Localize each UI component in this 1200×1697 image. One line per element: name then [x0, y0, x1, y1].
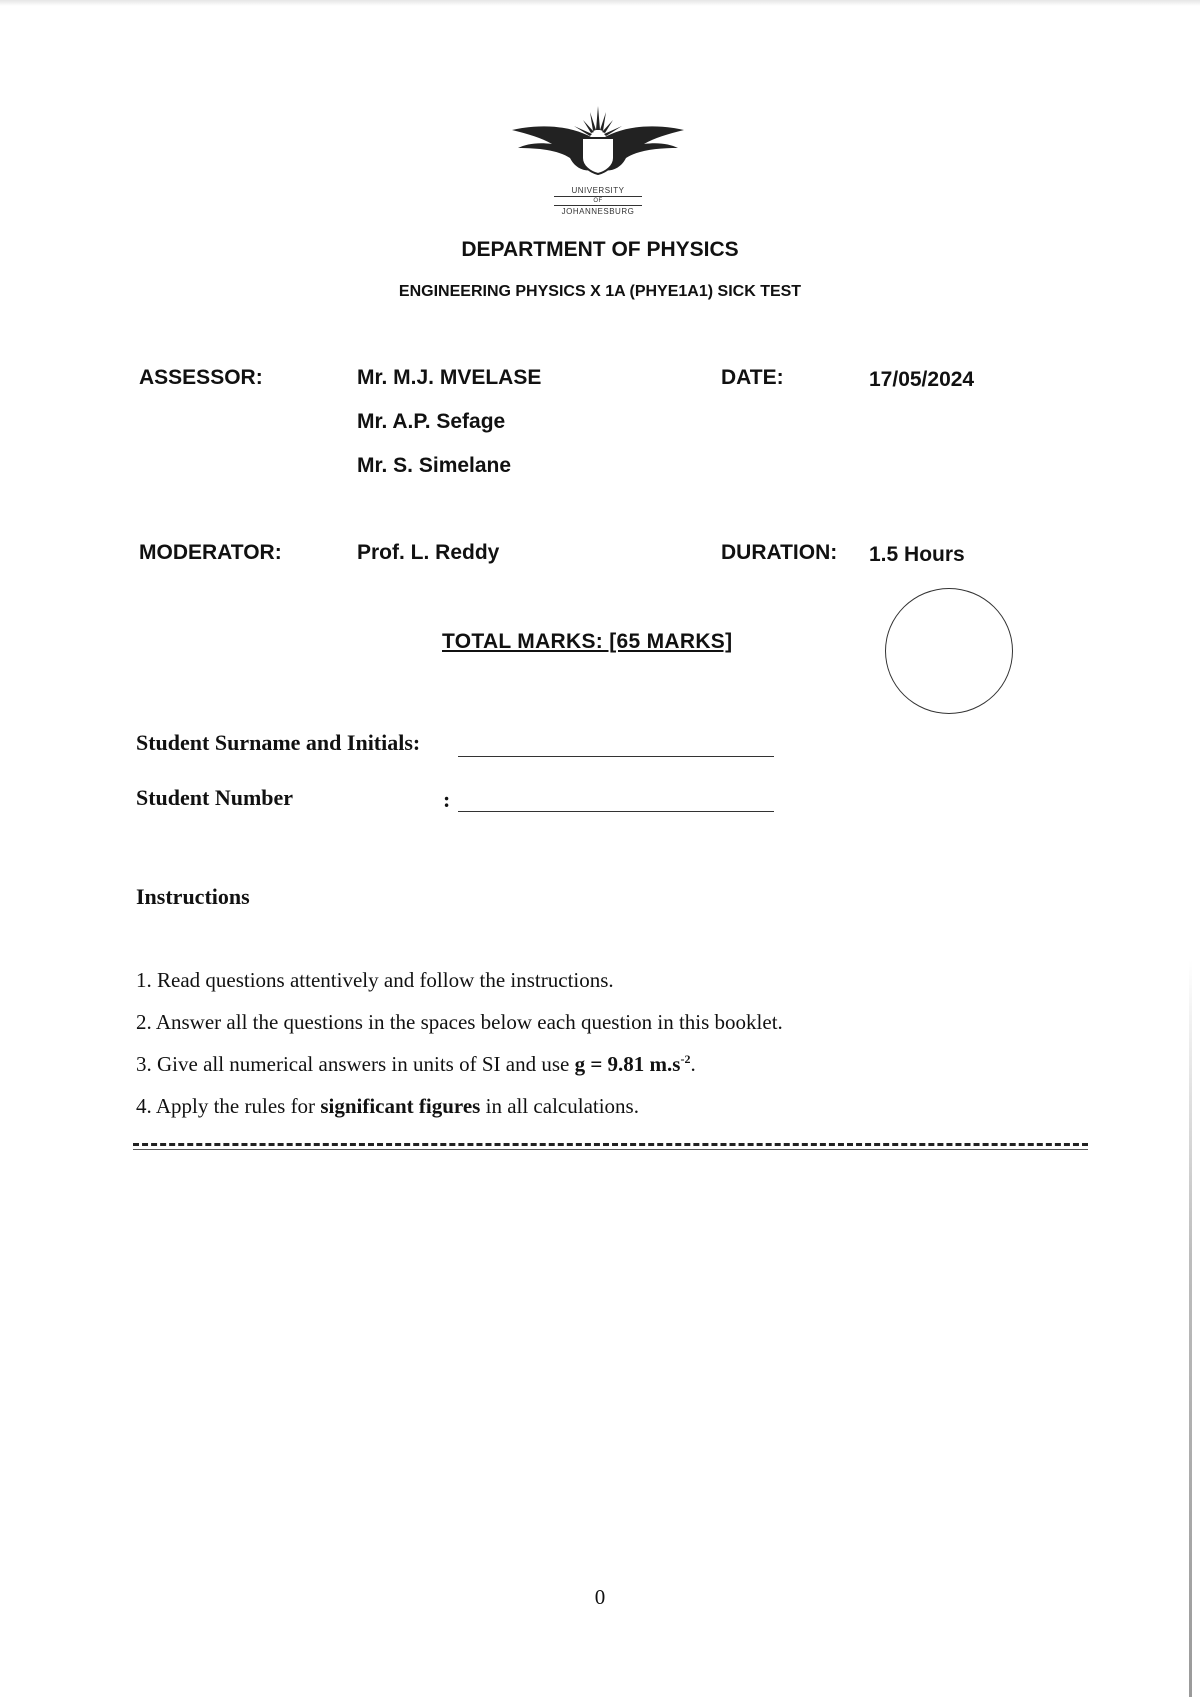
instruction-text: .: [690, 1052, 696, 1076]
student-surname-label: Student Surname and Initials:: [136, 730, 421, 755]
exam-duration: 1.5 Hours: [869, 543, 965, 566]
date-label: DATE:: [721, 366, 784, 389]
gravity-value: g = 9.81 m.s: [574, 1052, 681, 1076]
student-surname-field[interactable]: [458, 756, 774, 757]
significant-figures-emphasis: significant figures: [320, 1094, 481, 1118]
moderator-label: MODERATOR:: [139, 541, 282, 564]
assessor-name-1: Mr. M.J. MVELASE: [357, 366, 542, 389]
instruction-item: 2. Answer all the questions in the spaces below each question in this booklet.: [136, 1010, 783, 1034]
section-divider-underline: [133, 1149, 1088, 1150]
scan-edge-top: [0, 0, 1200, 6]
instruction-item: [136, 1052, 696, 1077]
instruction-text: 4. Apply the rules for: [136, 1094, 321, 1118]
total-marks: TOTAL MARKS: [65 MARKS]: [442, 630, 733, 653]
score-circle[interactable]: [885, 588, 1013, 714]
instructions-heading: Instructions: [136, 884, 250, 909]
exam-date: 17/05/2024: [869, 368, 975, 391]
assessor-name-2: Mr. A.P. Sefage: [357, 410, 506, 433]
instruction-item: 1. Read questions attentively and follow the instructions.: [136, 968, 614, 992]
assessor-name-3: Mr. S. Simelane: [357, 454, 512, 477]
wordmark-line-3: JOHANNESBURG: [561, 207, 635, 216]
instruction-item: [136, 1094, 639, 1119]
duration-label: DURATION:: [721, 541, 838, 564]
university-crest-icon: [508, 100, 688, 180]
wordmark-line-1: UNIVERSITY: [571, 186, 625, 195]
section-divider: [133, 1143, 1088, 1146]
instruction-text: 3. Give all numerical answers in units of SI and use: [136, 1052, 575, 1076]
student-number-label: Student Number: [136, 785, 294, 810]
student-number-colon: :: [443, 787, 451, 812]
wordmark-rule: [554, 205, 642, 206]
student-number-field[interactable]: [458, 811, 774, 812]
gravity-exponent: -2: [680, 1052, 691, 1066]
page-number: 0: [594, 1585, 606, 1609]
wordmark-line-2: OF: [593, 198, 603, 204]
instruction-text: in all calculations.: [480, 1094, 639, 1118]
assessor-label: ASSESSOR:: [139, 366, 263, 389]
course-title: ENGINEERING PHYSICS X 1A (PHYE1A1) SICK TEST: [398, 283, 802, 300]
department-title: DEPARTMENT OF PHYSICS: [461, 238, 739, 261]
moderator-name: Prof. L. Reddy: [357, 541, 500, 564]
university-wordmark: [548, 186, 648, 216]
wordmark-rule: [554, 196, 642, 197]
